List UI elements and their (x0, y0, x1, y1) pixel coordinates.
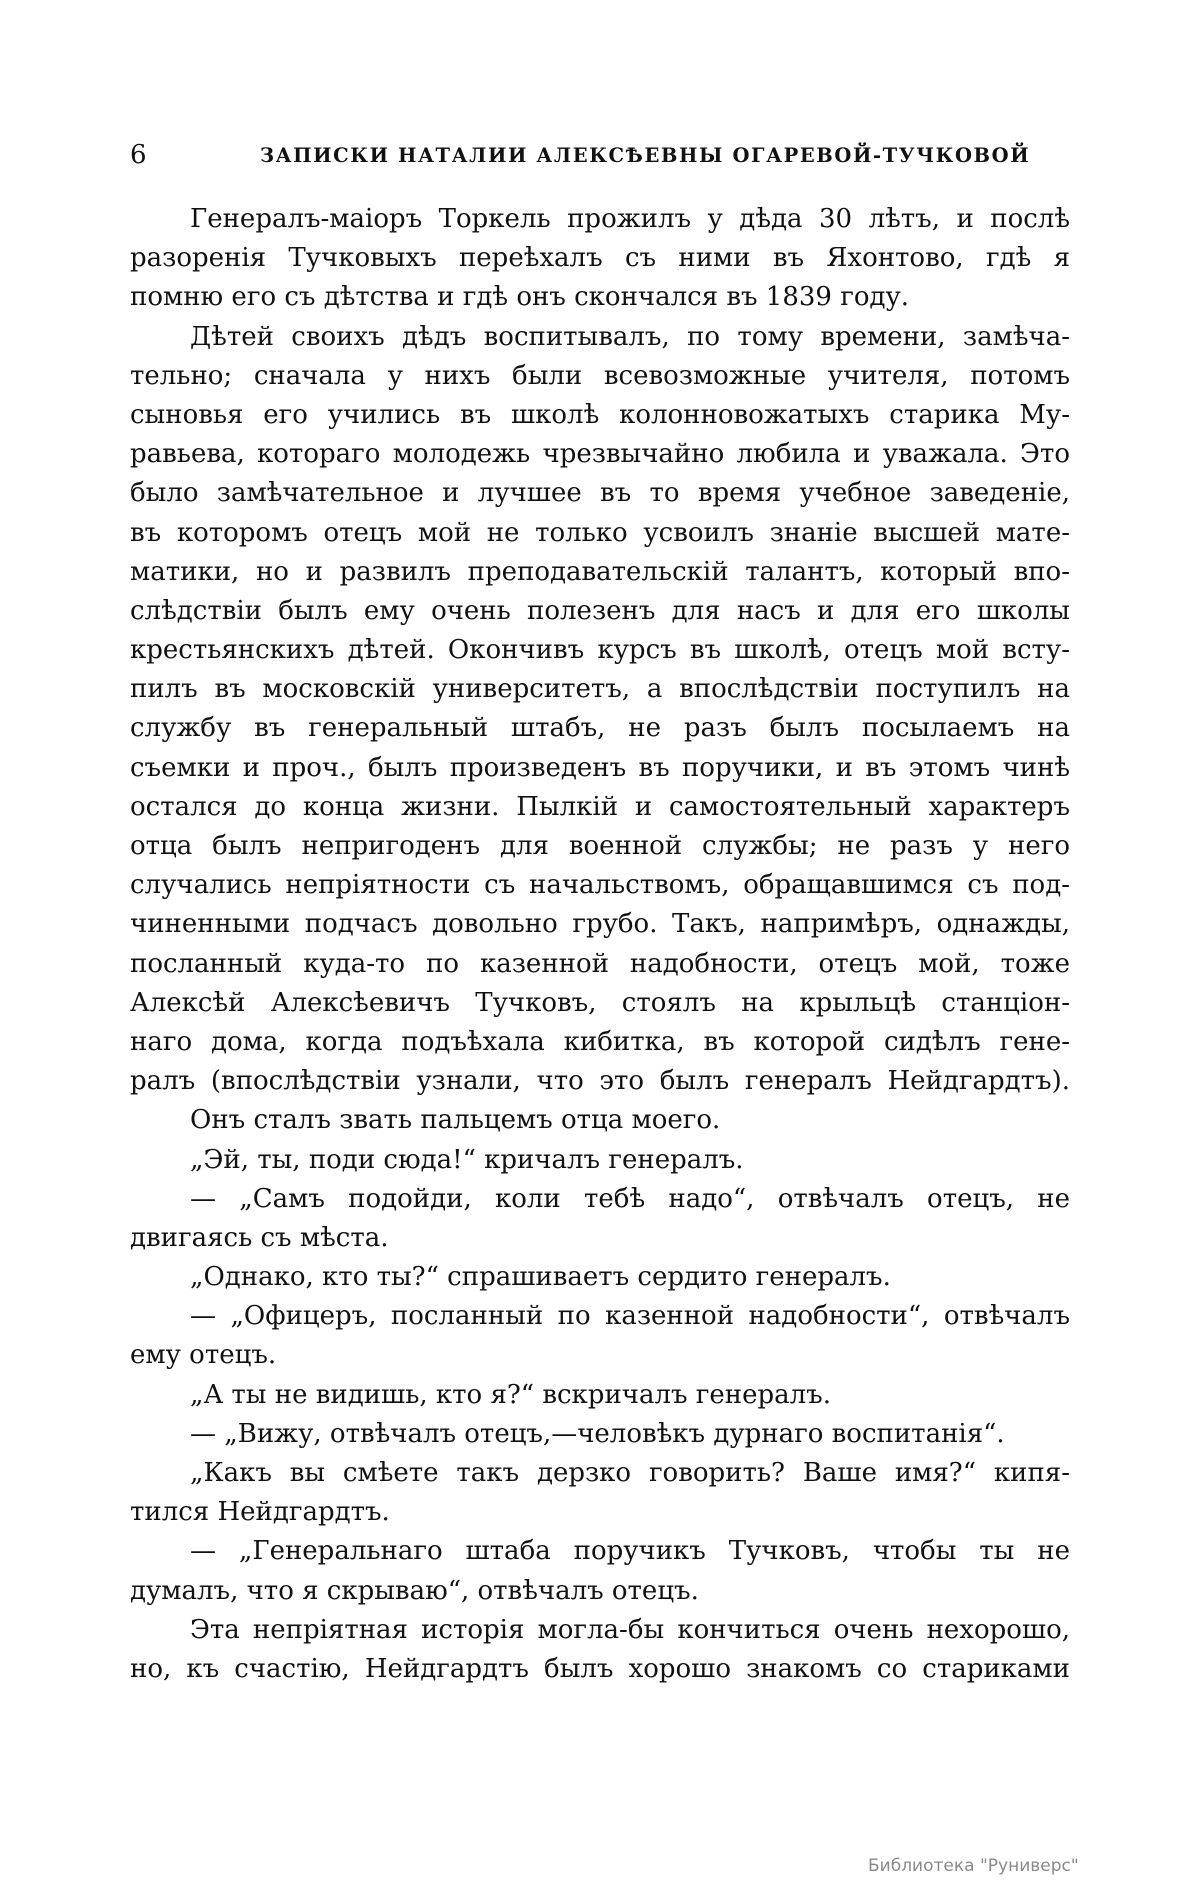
text-line: съемки и проч., былъ произведенъ въ поручики, и въ этомъ чинѣ (130, 752, 1070, 783)
text-line: равьева, котораго молодежь чрезвычайно любила и уважала. Это (130, 439, 1070, 470)
text-line: — „Самъ подойди, коли тебѣ надо“, отвѣчалъ отецъ, не (190, 1183, 1070, 1214)
text-line: остался до конца жизни. Пылкій и самостоятельный характеръ (130, 791, 1070, 822)
text-line: „Эй, ты, поди сюда!“ кричалъ генералъ. (190, 1144, 744, 1175)
text-line: сыновья его учились въ школѣ колонновожатыхъ старика Му- (130, 399, 1070, 430)
text-line: въ которомъ отецъ мой не только усвоилъ знаніе высшей мате- (130, 517, 1070, 548)
text-line: крестьянскихъ дѣтей. Окончивъ курсъ въ школѣ, отецъ мой всту- (130, 635, 1070, 666)
text-line: помню его съ дѣтства и гдѣ онъ скончался въ 1839 году. (130, 282, 910, 313)
text-line: пилъ въ московскій университетъ, а впослѣдствіи поступилъ на (130, 674, 1070, 705)
text-line: „Однако, кто ты?“ спрашиваетъ сердито генералъ. (190, 1262, 891, 1293)
body-text (130, 200, 1070, 1689)
text-line: было замѣчательное и лучшее въ то время учебное заведеніе, (130, 478, 1070, 509)
text-line: думалъ, что я скрываю“, отвѣчалъ отецъ. (130, 1575, 699, 1606)
text-line: — „Генеральнаго штаба поручикъ Тучковъ, чтобы ты не (190, 1536, 1070, 1567)
page-number: 6 (130, 140, 147, 170)
text-line: тельно; сначала у нихъ были всевозможные учителя, потомъ (130, 360, 1070, 391)
text-line: ралъ (впослѣдствіи узнали, что это былъ генералъ Нейдгардтъ). (130, 1066, 1070, 1097)
text-line: но, къ счастію, Нейдгардтъ былъ хорошо знакомъ со стариками (130, 1653, 1070, 1684)
text-line: Генералъ-маіоръ Торкель прожилъ у дѣда 30 лѣтъ, и послѣ (190, 204, 1070, 234)
text-line: Алексѣй Алексѣевичъ Тучковъ, стоялъ на крыльцѣ станціон- (130, 987, 1070, 1018)
text-line: ему отецъ. (130, 1340, 277, 1371)
text-line: Эта непріятная исторія могла-бы кончиться очень нехорошо, (190, 1614, 1070, 1645)
text-line: слѣдствіи былъ ему очень полезенъ для насъ и для его школы (130, 595, 1070, 626)
text-line: Дѣтей своихъ дѣдъ воспитывалъ, по тому времени, замѣча- (190, 321, 1070, 352)
library-watermark: Библиотека "Руниверс" (868, 1856, 1079, 1876)
text-line: „А ты не видишь, кто я?“ вскричалъ генералъ. (190, 1379, 831, 1410)
text-line: службу въ генеральный штабъ, не разъ былъ посылаемъ на (130, 713, 1070, 744)
text-line: отца былъ непригоденъ для военной службы; не разъ у него (130, 831, 1070, 861)
text-line: матики, но и развилъ преподавательскій талантъ, который впо- (130, 556, 1070, 587)
text-line: разоренія Тучковыхъ переѣхалъ съ ними въ Яхонтово, гдѣ я (130, 243, 1070, 274)
page-header (130, 140, 1070, 180)
text-line: посланный куда-то по казенной надобности, отецъ мой, тоже (130, 948, 1070, 979)
text-line: тился Нейдгардтъ. (130, 1497, 390, 1528)
text-line: — „Вижу, отвѣчалъ отецъ,—человѣкъ дурнаго воспитанія“. (190, 1418, 1005, 1449)
text-line: чиненными подчасъ довольно грубо. Такъ, напримѣръ, однажды, (130, 909, 1070, 940)
text-line: случались непріятности съ начальствомъ, обращавшимся съ под- (130, 870, 1070, 901)
text-line: наго дома, когда подъѣхала кибитка, въ которой сидѣлъ гене- (130, 1026, 1070, 1057)
text-line: — „Офицеръ, посланный по казенной надобности“, отвѣчалъ (190, 1301, 1070, 1332)
text-line: Онъ сталъ звать пальцемъ отца моего. (190, 1105, 721, 1136)
running-title: ЗАПИСКИ НАТАЛИИ АЛЕКСѢЕВНЫ ОГАРЕВОЙ-ТУЧКОВОЙ (260, 144, 1031, 167)
text-line: „Какъ вы смѣете такъ дерзко говорить? Ваше имя?“ кипя- (190, 1458, 1070, 1488)
text-line: двигаясь съ мѣста. (130, 1222, 389, 1253)
